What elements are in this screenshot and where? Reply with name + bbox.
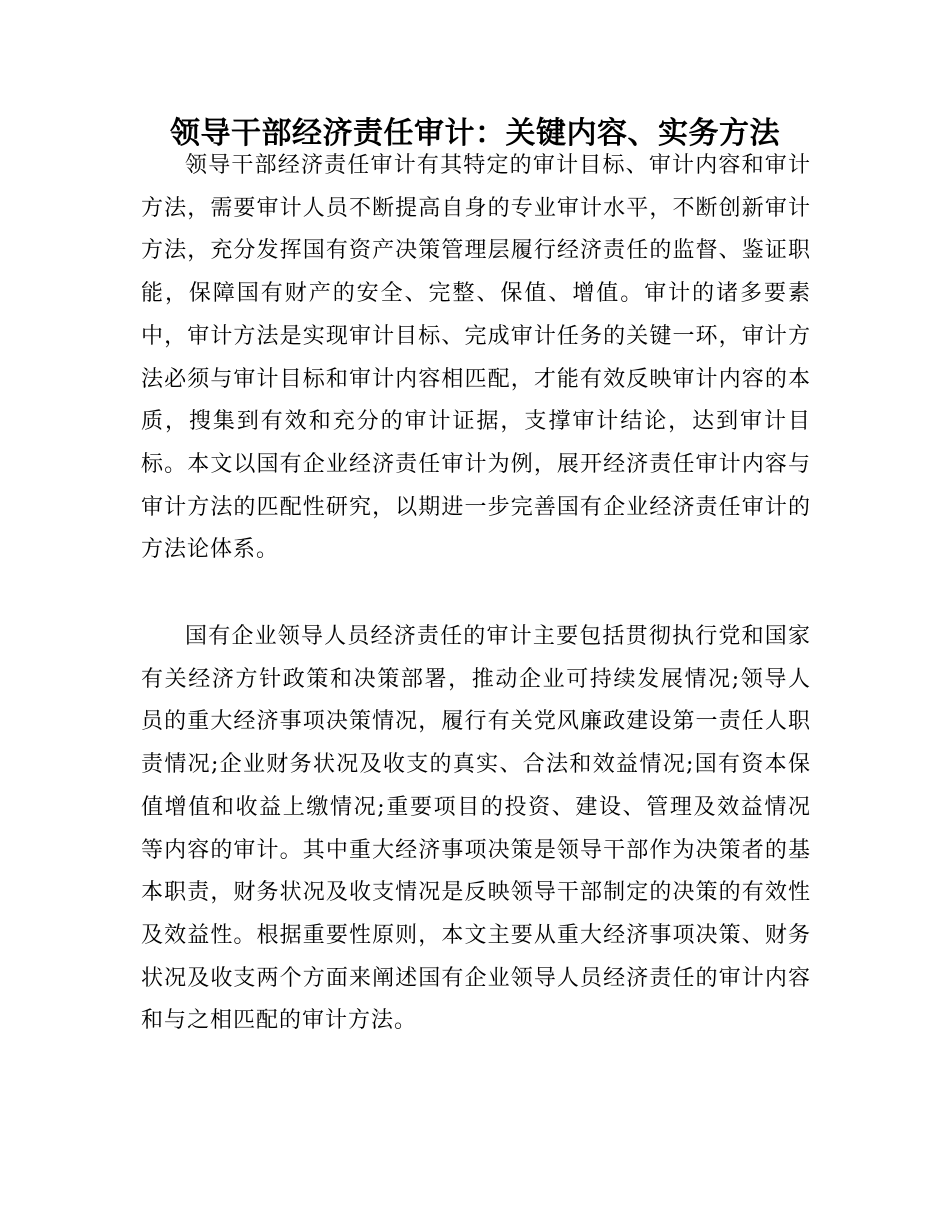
body-paragraph-1: 领导干部经济责任审计有其特定的审计目标、审计内容和审计方法，需要审计人员不断提高自身的专业审计水平，不断创新审计方法，充分发挥国有资产决策管理层履行经济责任的监督、鉴证职能，保障国有财产的安全、完整、保值、增值。审计的诸多要素中，审计方法是实现审计目标、完成审计任务的关键一环，审计方法必须与审计目标和审计内容相匹配，才能有效反映审计内容的本质，搜集到有效和充分的审计证据，支撑审计结论，达到审计目标。本文以国有企业经济责任审计为例，展开经济责任审计内容与审计方法的匹配性研究，以期进一步完善国有企业经济责任审计的方法论体系。	[141, 153, 811, 563]
body-paragraph-2: 国有企业领导人员经济责任的审计主要包括贯彻执行党和国家有关经济方针政策和决策部署，推动企业可持续发展情况;领导人员的重大经济事项决策情况，履行有关党风廉政建设第一责任人职责情况;企业财务状况及收支的真实、合法和效益情况;国有资本保值增值和收益上缴情况;重要项目的投资、建设、管理及效益情况等内容的审计。其中重大经济事项决策是领导干部作为决策者的基本职责，财务状况及收支情况是反映领导干部制定的决策的有效性及效益性。根据重要性原则，本文主要从重大经济事项决策、财务状况及收支两个方面来阐述国有企业领导人员经济责任的审计内容和与之相匹配的审计方法。	[141, 624, 811, 1034]
document-title: 领导干部经济责任审计：关键内容、实务方法	[170, 116, 780, 151]
